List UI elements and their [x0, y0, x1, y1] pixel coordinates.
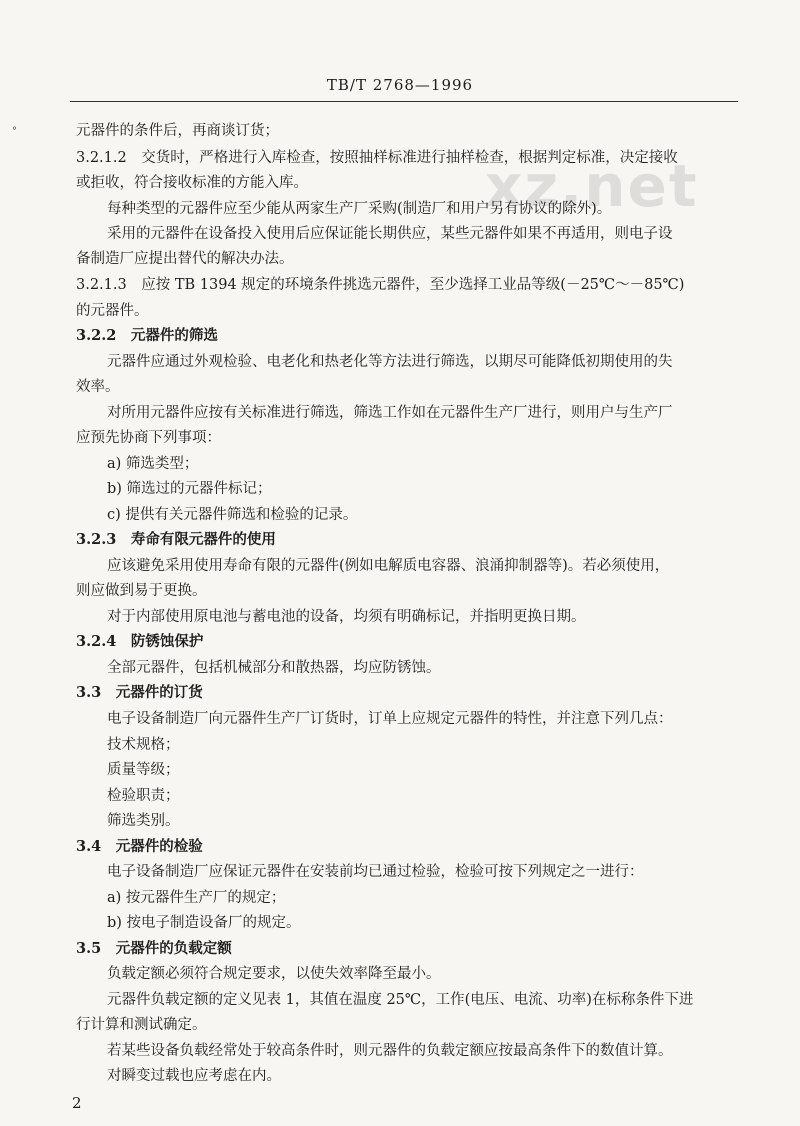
text-line: 备制造厂应提出替代的解决办法。	[76, 251, 294, 267]
text-line: 行计算和测试确定。	[76, 1017, 207, 1033]
watermark: xz.net	[485, 152, 699, 220]
text-line: 若某些设备负载经常处于较高条件时，则元器件的负载定额应按最高条件下的数值计算。	[107, 1043, 673, 1059]
text-line: 则应做到易于更换。	[76, 583, 207, 599]
list-item: a) 筛选类型；	[107, 456, 199, 472]
list-item: a) 按元器件生产厂的规定；	[107, 890, 286, 906]
text-line: 应预先协商下列事项：	[76, 430, 221, 446]
list-item: 技术规格；	[107, 737, 180, 753]
text-line: 元器件应通过外观检验、电老化和热老化等方法进行筛选，以期尽可能降低初期使用的失	[107, 354, 673, 370]
section-heading: 3.4 元器件的检验	[76, 838, 203, 855]
text-line: 电子设备制造厂应保证元器件在安装前均已通过检验，检验可按下列规定之一进行：	[107, 864, 644, 880]
section-heading: 3.2.2 元器件的筛选	[76, 327, 218, 344]
text-line: 对于内部使用原电池与蓄电池的设备，均须有明确标记，并指明更换日期。	[107, 609, 586, 625]
page-header-code: TB/T 2768—1996	[326, 76, 474, 94]
text-line: 效率。	[76, 379, 120, 395]
text-line: 元器件的条件后，再商谈订货；	[76, 123, 279, 139]
list-item: b) 筛选过的元器件标记；	[107, 481, 272, 497]
text-line: 对所用元器件应按有关标准进行筛选，筛选工作如在元器件生产厂进行，则用户与生产厂	[107, 405, 673, 421]
text-line: 或拒收，符合接收标准的方能入库。	[76, 175, 308, 191]
page-number: 2	[72, 1094, 82, 1112]
section-heading: 3.5 元器件的负载定额	[76, 940, 232, 957]
list-item: 筛选类别。	[107, 813, 180, 829]
text-line: 元器件负载定额的定义见表 1，其值在温度 25℃，工作(电压、电流、功率)在标称条件下进	[107, 992, 694, 1008]
list-item: 检验职责；	[107, 788, 180, 804]
text-line: 每种类型的元器件应至少能从两家生产厂采购(制造厂和用户另有协议的除外)。	[107, 201, 612, 217]
margin-mark: °	[12, 126, 17, 137]
section-heading: 3.2.3 寿命有限元器件的使用	[76, 531, 276, 548]
text-line: 3.2.1.2 交货时，严格进行入库检查，按照抽样标准进行抽样检查，根据判定标准，决定接收	[76, 150, 678, 166]
list-item: 质量等级；	[107, 762, 180, 778]
text-line: 应该避免采用使用寿命有限的元器件(例如电解质电容器、浪涌抑制器等)。若必须使用，	[107, 558, 670, 574]
list-item: b) 按电子制造设备厂的规定。	[107, 915, 301, 931]
header-rule	[70, 101, 738, 102]
text-line: 3.2.1.3 应按 TB 1394 规定的环境条件挑选元器件，至少选择工业品等级(－25℃～－85℃)	[76, 277, 685, 293]
section-heading: 3.3 元器件的订货	[76, 684, 203, 701]
text-line: 对瞬变过载也应考虑在内。	[107, 1068, 281, 1084]
text-line: 电子设备制造厂向元器件生产厂订货时，订单上应规定元器件的特性，并注意下列几点：	[107, 711, 673, 727]
section-heading: 3.2.4 防锈蚀保护	[76, 633, 204, 650]
text-line: 负载定额必须符合规定要求，以使失效率降至最小。	[107, 966, 441, 982]
text-line: 采用的元器件在设备投入使用后应保证能长期供应，某些元器件如果不再适用，则电子设	[107, 226, 673, 242]
list-item: c) 提供有关元器件筛选和检验的记录。	[107, 507, 358, 523]
text-line: 全部元器件，包括机械部分和散热器，均应防锈蚀。	[107, 660, 441, 676]
text-line: 的元器件。	[76, 303, 149, 319]
